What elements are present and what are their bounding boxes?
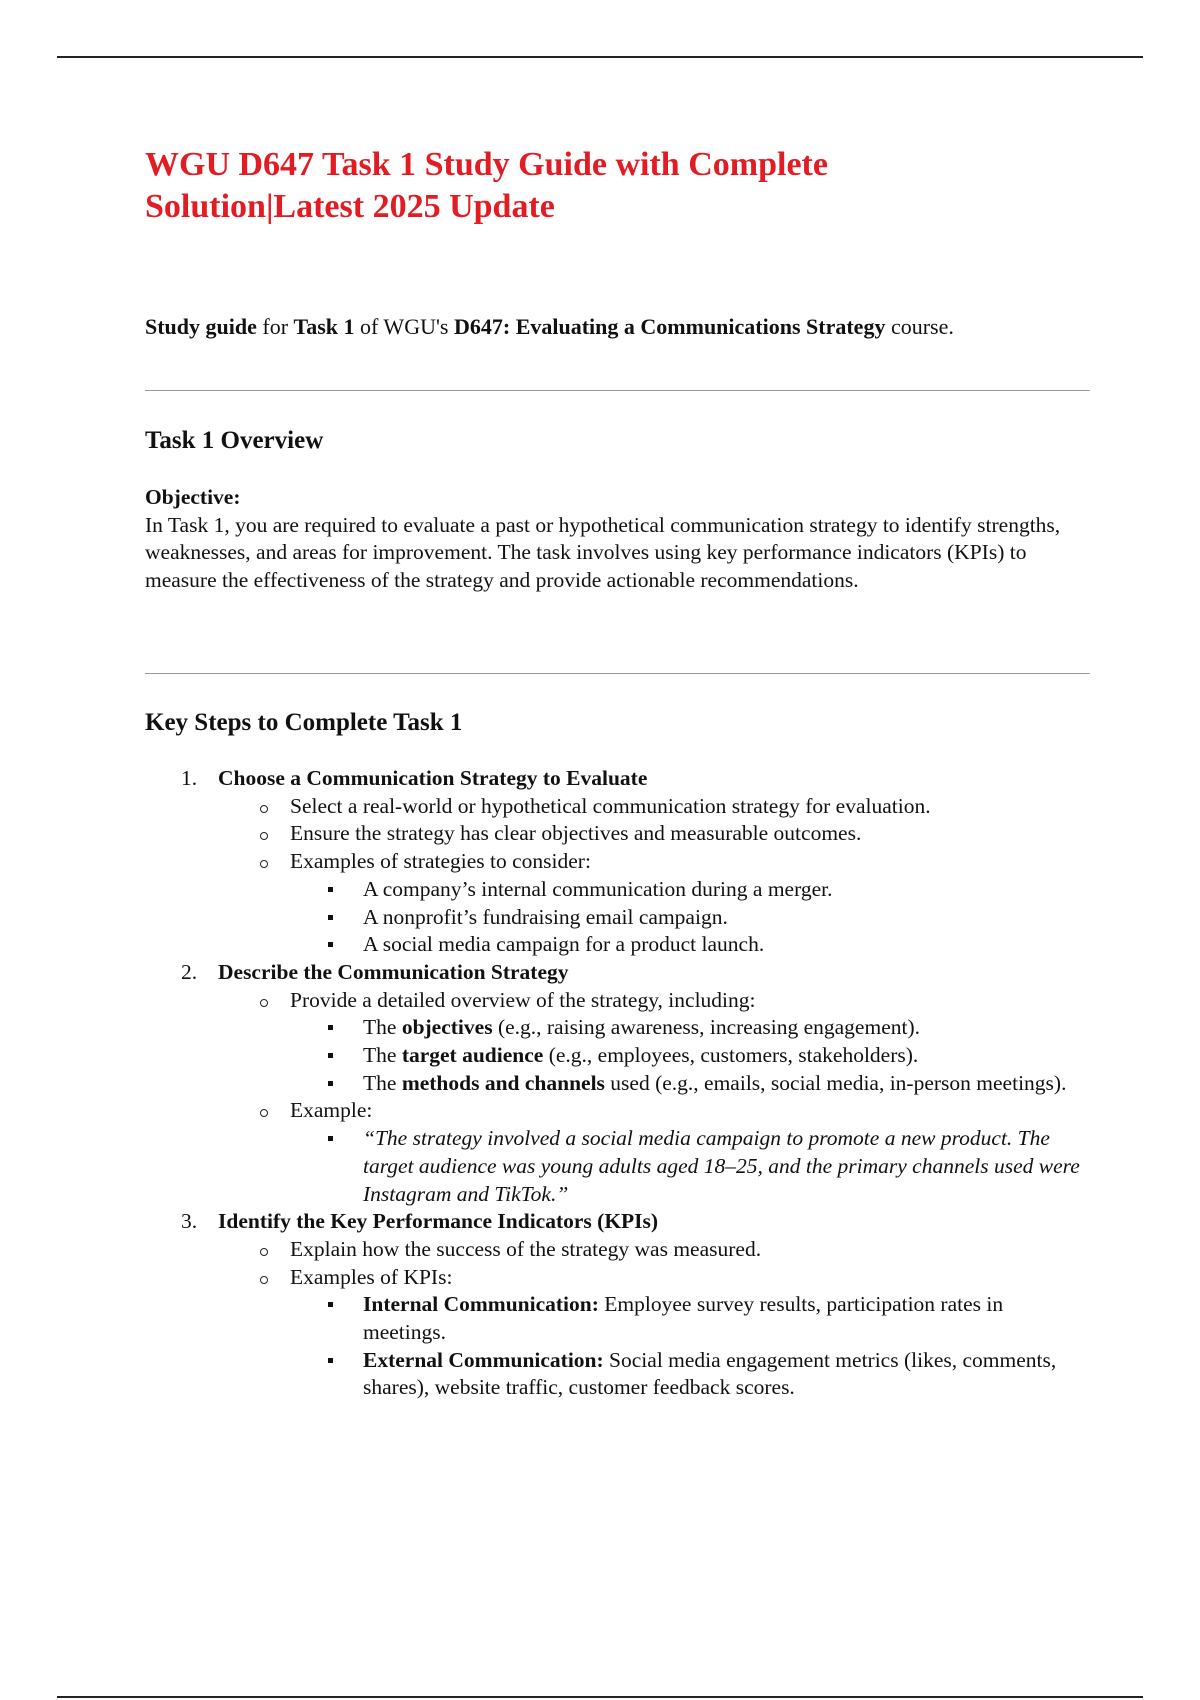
- title-line-1: WGU D647 Task 1 Study Guide with Complete: [145, 146, 828, 183]
- bold-run: Internal Communication:: [363, 1292, 599, 1317]
- sub-sub-list: [290, 1014, 1090, 1097]
- list-item: Select a real-world or hypothetical communication strategy for evaluation.: [290, 793, 1090, 821]
- list-item: [363, 1014, 1090, 1042]
- list-item-text: Provide a detailed overview of the strategy, including:: [290, 987, 756, 1012]
- step-item: [145, 959, 1090, 1208]
- step-number: 1.: [181, 766, 198, 790]
- text-run: The: [363, 1015, 402, 1040]
- intro-text-1: for: [256, 314, 294, 339]
- step-number: 2.: [181, 959, 198, 984]
- key-steps-heading: Key Steps to Complete Task 1: [145, 709, 463, 736]
- list-item-text: Examples of strategies to consider:: [290, 849, 591, 874]
- intro-text-3: course.: [885, 314, 954, 339]
- bottom-rule: [57, 1696, 1143, 1698]
- divider-1: [145, 390, 1090, 391]
- intro-course-name: D647: Evaluating a Communications Strategy: [454, 314, 886, 339]
- steps-list: [145, 765, 1090, 1402]
- text-run: The: [363, 1043, 402, 1068]
- list-item: A nonprofit’s fundraising email campaign.: [363, 904, 1090, 932]
- list-item: [363, 1291, 1090, 1346]
- text-run: Social media engagement metrics (likes, comments, shares), website traffic, customer feedback scores.: [363, 1347, 1057, 1400]
- step-item: [145, 765, 1090, 959]
- list-item: [363, 1042, 1090, 1070]
- title-line-2: Solution|Latest 2025 Update: [145, 188, 555, 225]
- top-rule: [57, 56, 1143, 58]
- list-item: [290, 848, 1090, 959]
- list-item-text: Examples of KPIs:: [290, 1264, 453, 1289]
- list-item: Ensure the strategy has clear objectives and measurable outcomes.: [290, 820, 1090, 848]
- list-item: [290, 1097, 1090, 1208]
- bold-run: External Communication:: [363, 1347, 604, 1372]
- text-run: used (e.g., emails, social media, in-person meetings).: [604, 1070, 1067, 1095]
- bold-run: objectives: [401, 1015, 493, 1040]
- sub-sub-list: [290, 1291, 1090, 1402]
- bold-run: methods and channels: [401, 1070, 605, 1095]
- step-title: Describe the Communication Strategy: [218, 959, 569, 984]
- document-title: [145, 144, 1045, 228]
- divider-2: [145, 673, 1090, 674]
- list-item: [290, 1264, 1090, 1403]
- sub-sub-list: [290, 1125, 1090, 1208]
- list-item-text: Example:: [290, 1098, 373, 1123]
- intro-study-guide: Study guide: [145, 314, 257, 339]
- sub-sub-list: [290, 876, 1090, 959]
- intro-task: Task 1: [293, 314, 355, 339]
- list-item: [363, 1070, 1090, 1098]
- list-item: A social media campaign for a product launch.: [363, 931, 1090, 959]
- sub-list: [218, 1236, 1090, 1402]
- sub-list: [218, 987, 1090, 1209]
- text-run: Employee survey results, participation rates in meetings.: [363, 1292, 1004, 1345]
- text-run: The: [363, 1070, 402, 1095]
- text-run: (e.g., employees, customers, stakeholders).: [543, 1043, 919, 1068]
- objective-text: In Task 1, you are required to evaluate a past or hypothetical communication strategy to identify strengths, weaknesses, and areas for improvement. The task involves using key performance indicators (KPIs) to measure the effectiveness of the strategy and provide actionable recommendations.: [145, 512, 1061, 592]
- list-item: Explain how the success of the strategy was measured.: [290, 1236, 1090, 1264]
- bold-run: target audience: [401, 1043, 544, 1068]
- step-item: [145, 1208, 1090, 1402]
- step-number: 3.: [181, 1209, 198, 1234]
- list-item: [290, 987, 1090, 1098]
- intro-paragraph: [145, 312, 954, 342]
- sub-list: [218, 793, 1090, 959]
- list-item: A company’s internal communication during a merger.: [363, 876, 1090, 904]
- step-title: Identify the Key Performance Indicators (KPIs): [218, 1209, 659, 1234]
- step-title: Choose a Communication Strategy to Evaluate: [218, 766, 648, 790]
- text-run: (e.g., raising awareness, increasing engagement).: [492, 1015, 921, 1040]
- list-item: [363, 1347, 1090, 1402]
- intro-text-2: of WGU's: [354, 314, 454, 339]
- example-quote: “The strategy involved a social media campaign to promote a new product. The target audience was young adults aged 18–25, and the primary channels used were Instagram and TikTok.”: [363, 1125, 1090, 1208]
- objective-block: [145, 484, 1090, 594]
- objective-label: Objective:: [145, 485, 241, 509]
- overview-heading: Task 1 Overview: [145, 427, 324, 454]
